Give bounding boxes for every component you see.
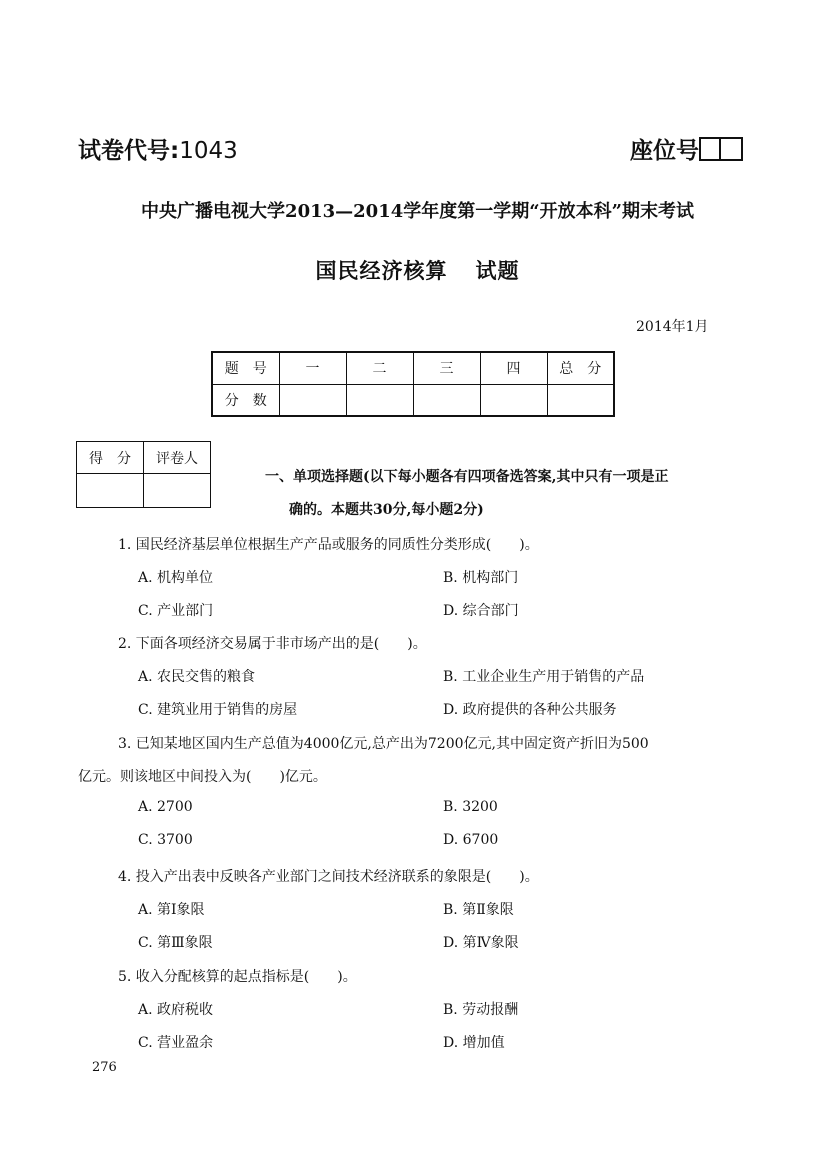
page-number: 276 <box>92 1060 117 1075</box>
question-5-stem: 5. 收入分配核算的起点指标是( )。 <box>118 969 357 985</box>
question-2-option-c: C. 建筑业用于销售的房屋 <box>138 702 298 718</box>
question-2-option-a: A. 农民交售的粮食 <box>138 669 256 685</box>
paper-title <box>0 255 835 285</box>
exam-title: 中央广播电视大学2013—2014学年度第一学期“开放本科”期末考试 <box>141 201 694 222</box>
paper-code-label-text: 试卷代号: <box>78 138 180 164</box>
question-5-option-d: D. 增加值 <box>443 1035 505 1051</box>
question-4-stem: 4. 投入产出表中反映各产业部门之间技术经济联系的象限是( )。 <box>118 869 539 885</box>
score-header-cell: 四 <box>480 352 547 384</box>
score-header-cell: 三 <box>413 352 480 384</box>
question-2-option-d: D. 政府提供的各种公共服务 <box>443 702 617 718</box>
question-2-option-b: B. 工业企业生产用于销售的产品 <box>443 669 645 685</box>
score-cell <box>413 384 480 416</box>
exam-date: 2014年1月 <box>636 319 709 335</box>
question-3-option-c: C. 3700 <box>138 832 193 848</box>
question-1-option-d: D. 综合部门 <box>443 603 519 619</box>
question-2-stem: 2. 下面各项经济交易属于非市场产出的是( )。 <box>118 636 427 652</box>
seat-number <box>630 132 743 165</box>
paper-code-label <box>78 132 238 165</box>
question-3-stem-continued: 亿元。则该地区中间投入为( )亿元。 <box>78 769 327 785</box>
question-3-option-a: A. 2700 <box>138 799 193 815</box>
question-4-option-b: B. 第Ⅱ象限 <box>443 902 514 918</box>
seat-number-label: 座位号 <box>630 138 699 164</box>
seat-box-1 <box>699 137 721 161</box>
paper-title-main: 国民经济核算 <box>315 259 448 283</box>
paper-title-suffix: 试题 <box>475 259 520 283</box>
section-title-line-2: 确的。本题共30分,每小题2分) <box>289 502 484 518</box>
question-5-option-a: A. 政府税收 <box>138 1002 214 1018</box>
score-table-header-row <box>212 352 614 384</box>
question-1-stem: 1. 国民经济基层单位根据生产产品或服务的同质性分类形成( )。 <box>118 537 539 553</box>
question-5-option-b: B. 劳动报酬 <box>443 1002 519 1018</box>
question-4-option-a: A. 第Ⅰ象限 <box>138 902 205 918</box>
score-cell <box>279 384 346 416</box>
score-cell <box>480 384 547 416</box>
score-row-label: 分 数 <box>212 384 279 416</box>
question-3-option-d: D. 6700 <box>443 832 499 848</box>
grader-score-header: 得 分 <box>77 442 144 474</box>
question-1-option-a: A. 机构单位 <box>138 570 214 586</box>
grader-name-cell <box>144 474 211 508</box>
question-3-option-b: B. 3200 <box>443 799 498 815</box>
question-4-option-d: D. 第Ⅳ象限 <box>443 935 519 951</box>
section-title-line-1: 一、单项选择题(以下每小题各有四项备选答案,其中只有一项是正 <box>265 469 669 485</box>
score-cell <box>547 384 614 416</box>
question-3-stem: 3. 已知某地区国内生产总值为4000亿元,总产出为7200亿元,其中固定资产折旧为500 <box>118 736 649 752</box>
score-header-cell: 题 号 <box>212 352 279 384</box>
grader-score-cell <box>77 474 144 508</box>
paper-code-value: 1043 <box>179 138 238 164</box>
score-cell <box>346 384 413 416</box>
score-header-cell: 总 分 <box>547 352 614 384</box>
question-4-option-c: C. 第Ⅲ象限 <box>138 935 213 951</box>
score-header-cell: 二 <box>346 352 413 384</box>
question-1-option-c: C. 产业部门 <box>138 603 214 619</box>
score-table <box>211 351 615 417</box>
seat-box-2 <box>721 137 743 161</box>
grader-table <box>76 441 211 508</box>
question-1-option-b: B. 机构部门 <box>443 570 519 586</box>
score-table-score-row <box>212 384 614 416</box>
grader-name-header: 评卷人 <box>144 442 211 474</box>
question-5-option-c: C. 营业盈余 <box>138 1035 214 1051</box>
score-header-cell: 一 <box>279 352 346 384</box>
